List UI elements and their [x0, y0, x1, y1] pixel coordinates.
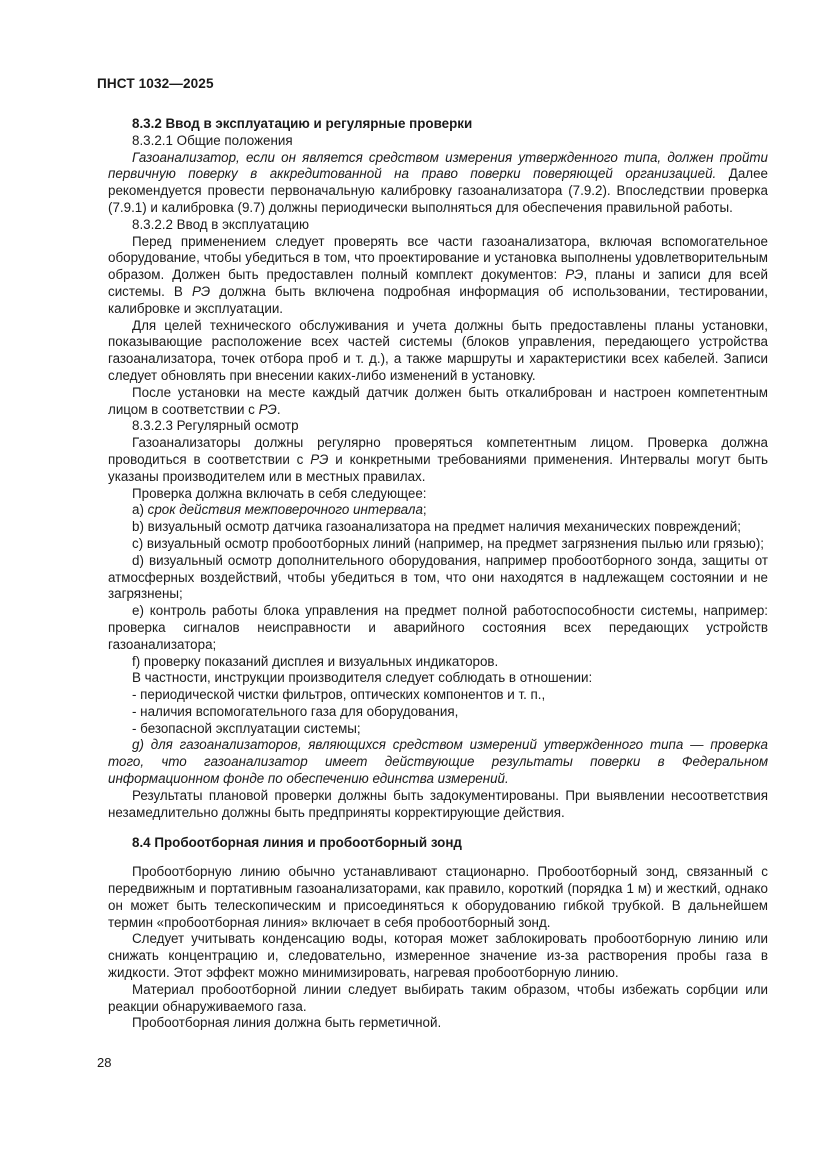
- text: Газоанализаторы должны регулярно проверяться компетентным лицом. Проверка должна проводиться в соответствии с: [108, 435, 768, 467]
- paragraph: [108, 435, 768, 485]
- subsection-title-8-3-2-1: 8.3.2.1 Общие положения: [132, 132, 293, 148]
- list-item: [108, 502, 768, 519]
- dash-item: - периодической чистки фильтров, оптических компонентов и т. п.,: [132, 687, 546, 703]
- paragraph: Результаты плановой проверки должны быть задокументированы. При выявлении несоответствия незамедлительно должны быть предприняты корректирующие действия.: [108, 787, 768, 820]
- list-item: d) визуальный осмотр дополнительного оборудования, например пробоотборного зонда, защиты от атмосферных воздействий, чтобы убедиться в том, что они находятся в надлежащем состоянии и не загрязнены;: [108, 552, 768, 602]
- text: После установки на месте каждый датчик должен быть откалиброван и настроен компетентным лицом в соответствии с: [108, 384, 768, 417]
- paragraph: [108, 385, 768, 419]
- document-header: ПНСТ 1032—2025: [97, 76, 214, 91]
- text: ;: [422, 502, 427, 518]
- paragraph: Для целей технического обслуживания и учета должны быть предоставлены планы установки, показывающие расположение всех частей системы (блоков управления, передающего устройства газоанализатора, точек отбора проб и т. д.), а также маршруты и характеристики всех кабелей. Записи следует обновлять при внесении каких-либо изменений в установку.: [108, 317, 768, 383]
- list-item: g) для газоанализаторов, являющихся средством измерений утвержденного типа — проверка того, что газоанализатор имеет действующие результаты поверки в Федеральном информационном фонде по обеспечению единства измерений.: [108, 737, 768, 787]
- list-item: c) визуальный осмотр пробоотборных линий (например, на предмет загрязнения пылью или грязью);: [132, 535, 765, 551]
- subsection-title-8-3-2-2: 8.3.2.2 Ввод в эксплуатацию: [132, 216, 310, 232]
- section-heading-8-3-2: 8.3.2 Ввод в эксплуатацию и регулярные проверки: [132, 116, 473, 131]
- abbr-re: РЭ: [565, 267, 584, 283]
- abbr-re: РЭ: [258, 401, 277, 417]
- abbr-re: РЭ: [191, 283, 211, 299]
- paragraph: Пробоотборная линия должна быть герметичной.: [132, 1015, 442, 1031]
- dash-item: - наличия вспомогательного газа для оборудования,: [132, 703, 459, 719]
- list-item: e) контроль работы блока управления на предмет полной работоспособности системы, например: проверка сигналов неисправности и аварийного состояния всех передающих устройств газоанализатора;: [108, 603, 768, 652]
- paragraph: [108, 234, 768, 318]
- list-marker: а): [132, 502, 148, 518]
- page-number: 28: [97, 1055, 112, 1070]
- list-item: f) проверку показаний дисплея и визуальных индикаторов.: [132, 653, 499, 669]
- paragraph: В частности, инструкции производителя следует соблюдать в отношении:: [132, 670, 593, 686]
- document-body: [108, 116, 768, 1032]
- paragraph: Материал пробоотборной линии следует выбирать таким образом, чтобы избежать сорбции или реакции обнаруживаемого газа.: [108, 981, 768, 1014]
- subsection-title-8-3-2-3: 8.3.2.3 Регулярный осмотр: [132, 418, 299, 434]
- text: Далее рекомендуется провести первоначальную калибровку газоанализатора (7.9.2). Впоследствии проверка (7.9.1) и калибровка (9.7) должны периодически выполняться для обеспечения правильной работы.: [108, 166, 768, 215]
- paragraph: Пробоотборную линию обычно устанавливают стационарно. Пробоотборный зонд, связанный с передвижным и портативным газоанализаторами, как правило, короткий (порядка 1 м) и жесткий, однако он может быть телескопическим и присоединяться к оборудованию гибкой трубкой. В дальнейшем термин «пробоотборная линия» включает в себя пробоотборный зонд.: [108, 864, 768, 930]
- italic-text: срок действия межповерочного интервала: [147, 502, 423, 518]
- text: и конкретными требованиями применения. Интервалы могут быть указаны производителем или в местных правилах.: [108, 451, 768, 484]
- dash-item: - безопасной эксплуатации системы;: [132, 720, 361, 736]
- abbr-re: РЭ: [310, 451, 329, 467]
- text: , планы и записи для всей системы. В: [108, 267, 769, 299]
- text: .: [276, 401, 281, 417]
- paragraph: Следует учитывать конденсацию воды, которая может заблокировать пробоотборную линию или снижать концентрацию и, следовательно, измеренное значение из-за растворения пробы газа в жидкости. Этот эффект можно минимизировать, нагревая пробоотборную линию.: [108, 931, 768, 981]
- text: должна быть включена подробная информация об использовании, тестировании, калибровке и эксплуатации.: [108, 283, 768, 316]
- italic-text: Газоанализатор, если он является средством измерения утвержденного типа, должен пройти первичную поверку в аккредитованной на право поверки поверяющей организацией.: [108, 149, 768, 182]
- paragraph: [108, 150, 768, 217]
- section-heading-8-4: 8.4 Пробоотборная линия и пробоотборный зонд: [132, 835, 462, 851]
- text: Перед применением следует проверять все части газоанализатора, включая вспомогательное оборудование, чтобы убедиться в том, что проектирование и установка выполнены удовлетворительным образом. Должен быть предоставлен полный комплект документов:: [108, 233, 768, 283]
- paragraph: Проверка должна включать в себя следующее:: [132, 485, 427, 501]
- list-item: b) визуальный осмотр датчика газоанализатора на предмет наличия механических повреждений;: [132, 519, 741, 535]
